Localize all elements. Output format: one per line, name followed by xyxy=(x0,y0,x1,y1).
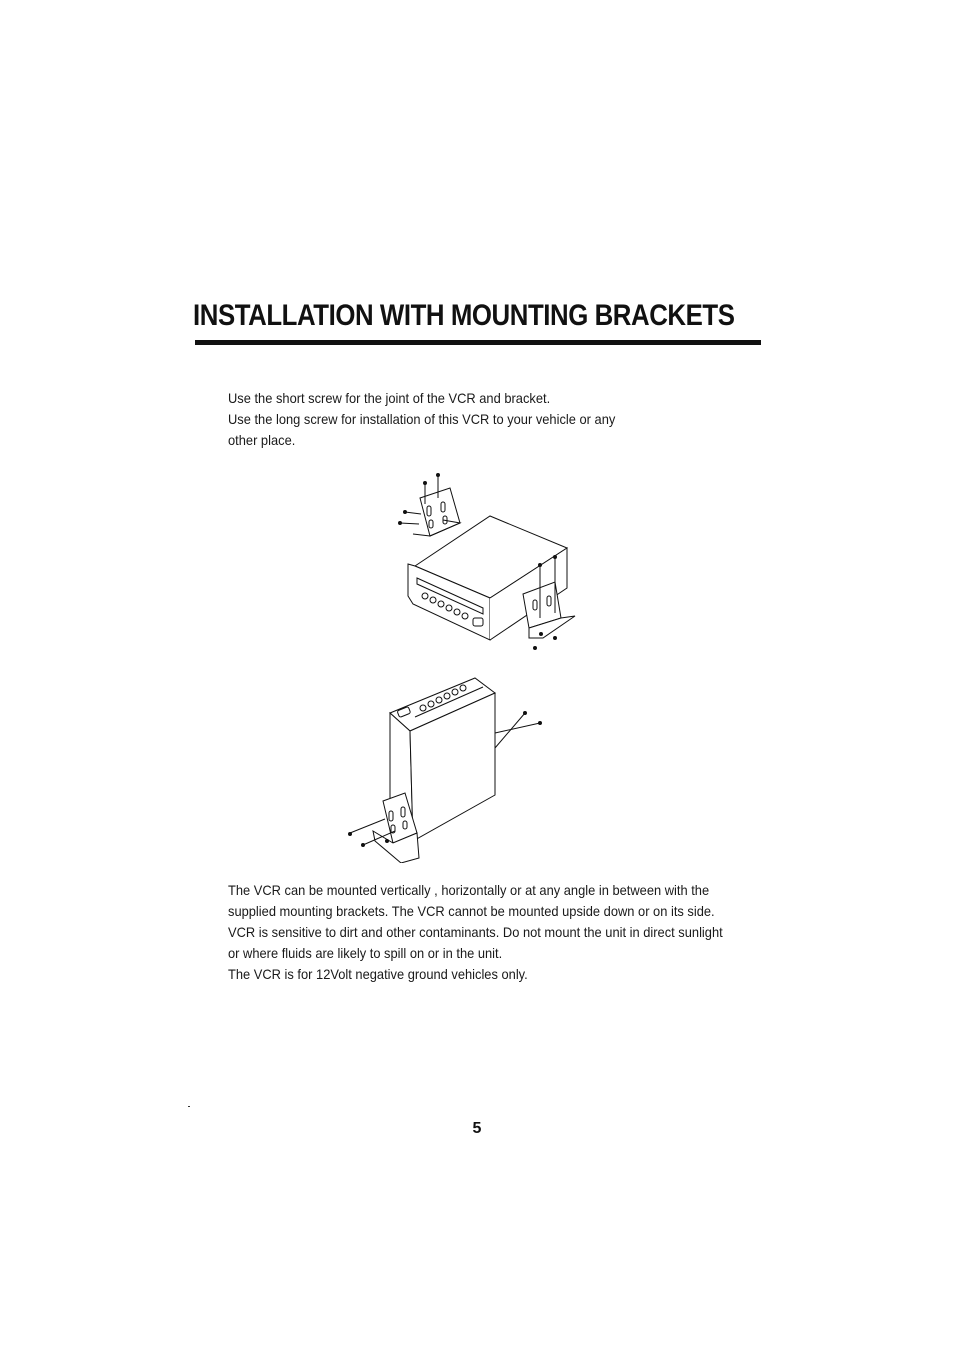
intro-line: Use the long screw for installation of this VCR to your vehicle or any xyxy=(228,411,616,427)
intro-paragraph xyxy=(228,388,615,451)
notes-line: The VCR can be mounted vertically , horizontally or at any angle in between with the xyxy=(228,882,710,898)
intro-line: other place. xyxy=(228,432,296,448)
notes-line: The VCR is for 12Volt negative ground vehicles only. xyxy=(228,966,528,982)
stray-mark xyxy=(188,1106,190,1107)
intro-line: Use the short screw for the joint of the VCR and bracket. xyxy=(228,390,551,406)
notes-line: or where fluids are likely to spill on or in the unit. xyxy=(228,945,503,961)
page-number: 5 xyxy=(472,1120,482,1137)
vcr-vertical-bracket-diagram-icon xyxy=(345,673,545,863)
title-underline xyxy=(195,340,761,345)
vcr-horizontal-bracket-diagram-icon xyxy=(395,468,580,654)
notes-line: supplied mounting brackets. The VCR cannot be mounted upside down or on its side. xyxy=(228,903,715,919)
page-title: INSTALLATION WITH MOUNTING BRACKETS xyxy=(193,299,735,332)
notes-line: VCR is sensitive to dirt and other contaminants. Do not mount the unit in direct sunlight xyxy=(228,924,723,940)
notes-paragraph xyxy=(228,880,723,985)
